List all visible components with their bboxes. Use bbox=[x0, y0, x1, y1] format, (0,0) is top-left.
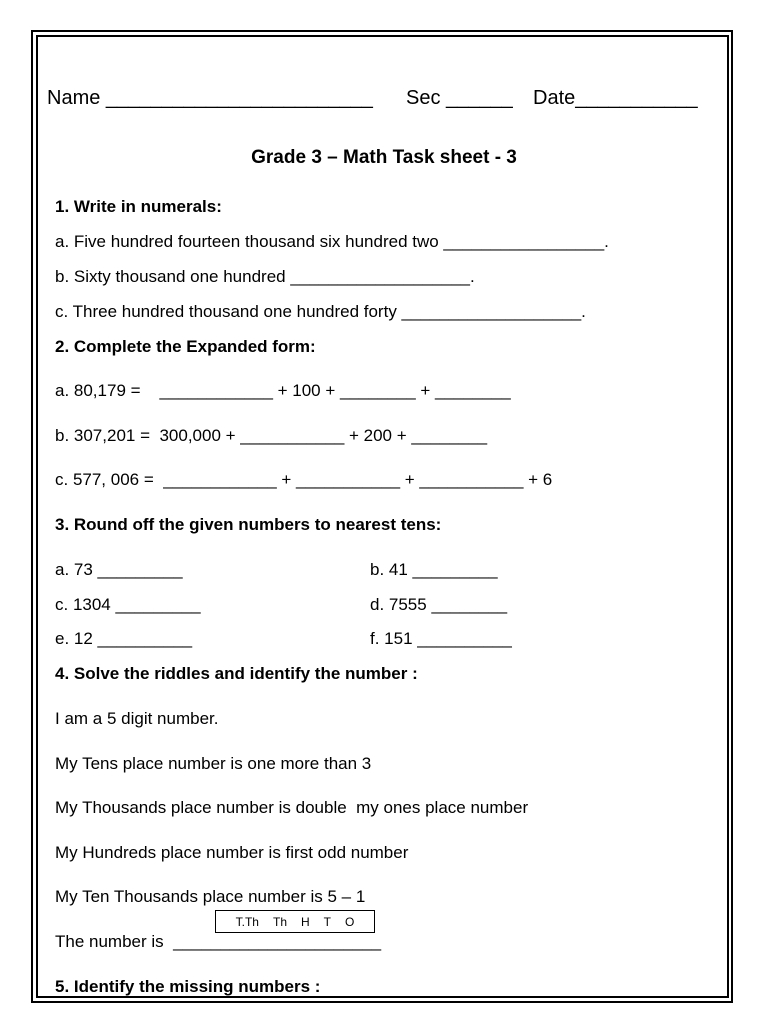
q1-item-a: a. Five hundred fourteen thousand six hundred two _________________. bbox=[55, 232, 609, 251]
q4-riddle-line: My Tens place number is one more than 3 bbox=[55, 754, 372, 773]
name-field-label: Name ________________________ bbox=[47, 87, 373, 109]
place-value-label: Th bbox=[272, 914, 287, 929]
section-field-label: Sec ______ bbox=[406, 87, 513, 109]
place-value-label: H bbox=[301, 914, 310, 929]
q3-item-b: b. 41 _________ bbox=[370, 560, 498, 579]
q1-item-b: b. Sixty thousand one hundred ___________________. bbox=[55, 267, 475, 286]
q4-riddle-line: I am a 5 digit number. bbox=[55, 709, 219, 728]
q4-riddle-line: My Hundreds place number is first odd number bbox=[55, 843, 409, 862]
place-value-box bbox=[215, 910, 375, 933]
date-field-label: Date___________ bbox=[533, 87, 698, 109]
place-value-label: O bbox=[345, 914, 355, 929]
q3-item-c: c. 1304 _________ bbox=[55, 595, 201, 614]
q2-heading: 2. Complete the Expanded form: bbox=[55, 337, 316, 356]
q2-item-a: a. 80,179 = ____________ + 100 + ________ + ________ bbox=[55, 381, 511, 400]
q4-answer-line: The number is ______________________ bbox=[55, 932, 382, 951]
q3-item-d: d. 7555 ________ bbox=[370, 595, 508, 614]
q2-item-b: b. 307,201 = 300,000 + ___________ + 200 + ________ bbox=[55, 426, 488, 445]
q3-item-e: e. 12 __________ bbox=[55, 629, 193, 648]
q4-riddle-line: My Ten Thousands place number is 5 – 1 bbox=[55, 887, 366, 906]
place-value-label: T.Th bbox=[235, 914, 259, 929]
q1-heading: 1. Write in numerals: bbox=[55, 197, 222, 216]
q3-heading: 3. Round off the given numbers to nearest tens: bbox=[55, 515, 442, 534]
q2-item-c: c. 577, 006 = ____________ + ___________ + ___________ + 6 bbox=[55, 470, 553, 489]
q4-riddle-line: My Thousands place number is double my ones place number bbox=[55, 798, 529, 817]
q3-item-f: f. 151 __________ bbox=[370, 629, 512, 648]
q3-item-a: a. 73 _________ bbox=[55, 560, 183, 579]
q5-heading: 5. Identify the missing numbers : bbox=[55, 977, 321, 996]
q1-item-c: c. Three hundred thousand one hundred forty ___________________. bbox=[55, 302, 586, 321]
worksheet-title: Grade 3 – Math Task sheet - 3 bbox=[251, 147, 517, 168]
place-value-label: T bbox=[323, 914, 332, 929]
q4-heading: 4. Solve the riddles and identify the number : bbox=[55, 664, 418, 683]
